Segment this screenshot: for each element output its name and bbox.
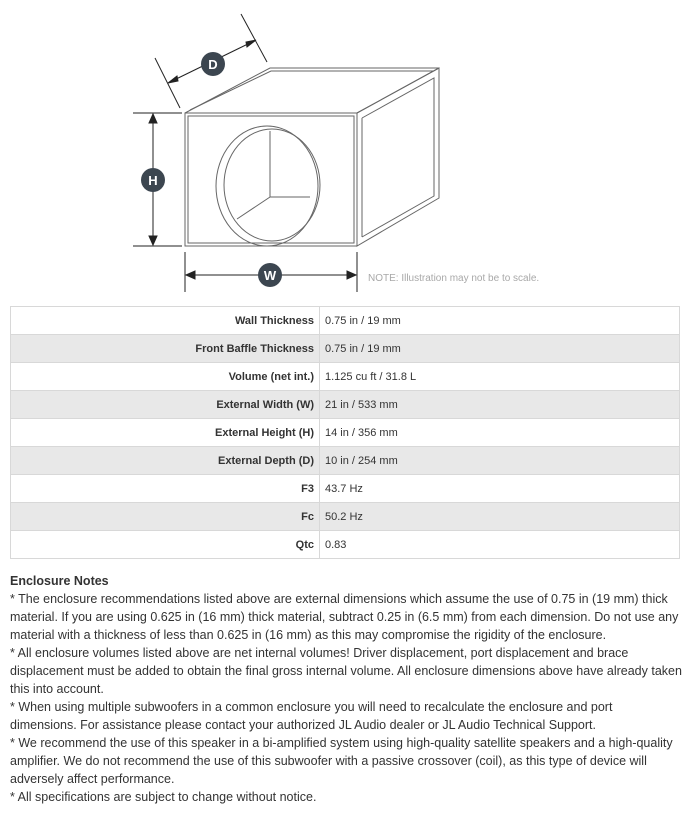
spec-label: Qtc (11, 531, 320, 559)
table-row (11, 531, 680, 559)
note-item: * The enclosure recommendations listed above are external dimensions which assume the use of 0.75 in (19 mm) thick material. If you are using 0.625 in (16 mm) thick material, subtract 0.25 in (6.5 mm) from each dimension. Do not use any material with a thickness of less than 0.625 in (16 mm) as this may compromise the rigidity of the enclosure. (10, 592, 679, 642)
spec-label: Wall Thickness (11, 307, 320, 335)
specs-table (10, 306, 680, 559)
spec-value: 14 in / 356 mm (320, 419, 680, 447)
scale-note: NOTE: Illustration may not be to scale. (368, 273, 540, 284)
height-badge (141, 168, 165, 192)
height-label: H (148, 173, 158, 188)
depth-badge (201, 52, 225, 76)
front-face (185, 113, 357, 246)
spec-value: 10 in / 254 mm (320, 447, 680, 475)
table-row (11, 503, 680, 531)
side-face (357, 68, 439, 246)
note-item: * We recommend the use of this speaker in a bi-amplified system using high-quality satellite speakers and a high-quality amplifier. We do not recommend the use of this subwoofer with a passive crossover (coil), as this type of device will adversely affect performance. (10, 736, 673, 786)
spec-label: F3 (11, 475, 320, 503)
note-item: * All enclosure volumes listed above are net internal volumes! Driver displacement, port displacement and brace displacement must be added to obtain the final gross internal volume. All enclosure dimensions above have already taken this into account. (10, 646, 682, 696)
width-label: W (263, 268, 277, 283)
spec-label: Front Baffle Thickness (11, 335, 320, 363)
top-face (185, 68, 439, 113)
spec-value: 1.125 cu ft / 31.8 L (320, 363, 680, 391)
spec-value: 0.83 (320, 531, 680, 559)
spec-value: 50.2 Hz (320, 503, 680, 531)
spec-label: Fc (11, 503, 320, 531)
table-row (11, 391, 680, 419)
table-row (11, 475, 680, 503)
table-row (11, 363, 680, 391)
spec-value: 43.7 Hz (320, 475, 680, 503)
spec-label: External Depth (D) (11, 447, 320, 475)
spec-value: 0.75 in / 19 mm (320, 307, 680, 335)
spec-label: External Width (W) (11, 391, 320, 419)
note-item: * All specifications are subject to change without notice. (10, 790, 317, 804)
depth-label: D (208, 57, 218, 72)
note-item: * When using multiple subwoofers in a common enclosure you will need to recalculate the enclosure and port dimensions. For assistance please contact your authorized JL Audio dealer or JL Audio Technical Support. (10, 700, 613, 732)
spec-value: 0.75 in / 19 mm (320, 335, 680, 363)
table-row (11, 419, 680, 447)
spec-label: External Height (H) (11, 419, 320, 447)
enclosure-illustration (0, 0, 690, 300)
spec-value: 21 in / 533 mm (320, 391, 680, 419)
spec-label: Volume (net int.) (11, 363, 320, 391)
enclosure-notes (10, 572, 682, 806)
box-drawing (185, 68, 439, 246)
notes-title: Enclosure Notes (10, 574, 109, 588)
table-row (11, 335, 680, 363)
table-row (11, 447, 680, 475)
table-row (11, 307, 680, 335)
width-badge (258, 263, 282, 287)
